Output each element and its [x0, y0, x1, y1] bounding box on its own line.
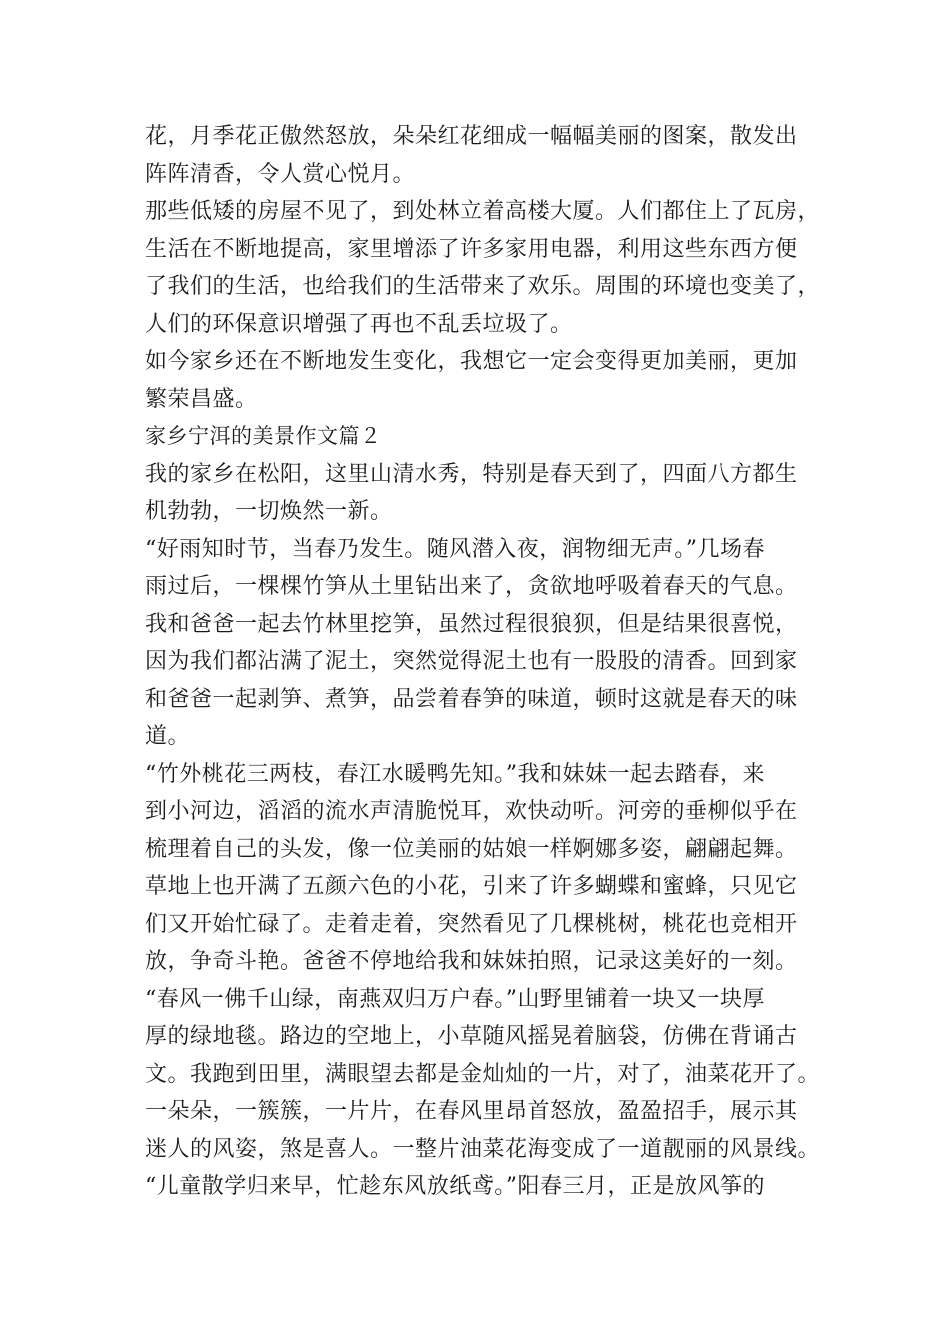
text-line: 我和爸爸一起去竹林里挖笋，虽然过程很狼狈，但是结果很喜悦，: [145, 611, 798, 637]
text-line: 雨过后，一棵棵竹笋从土里钻出来了，贪欲地呼吸着春天的气息。: [145, 574, 798, 599]
text-line: 阵阵清香，令人赏心悦月。: [145, 161, 416, 187]
text-line: 和爸爸一起剥笋、煮笋，品尝着春笋的味道，顿时这就是春天的味: [145, 686, 798, 712]
text-line: “竹外桃花三两枝，春江水暖鸭先知。”我和妹妹一起去踏春，来: [145, 761, 765, 787]
text-line: 花，月季花正傲然怒放，朵朵红花细成一幅幅美丽的图案，散发出: [145, 124, 798, 149]
text-line: 我的家乡在松阳，这里山清水秀，特别是春天到了，四面八方都生: [145, 461, 798, 487]
text-line: 梳理着自己的头发，像一位美丽的姑娘一样婀娜多姿，翩翩起舞。: [145, 836, 798, 862]
text-line: 因为我们都沾满了泥土，突然觉得泥土也有一股股的清香。回到家: [145, 649, 798, 674]
text-line: 道。: [145, 724, 191, 749]
text-line: 生活在不断地提高，家里增添了许多家用电器，利用这些东西方便: [145, 236, 798, 262]
section-heading: 家乡宁洱的美景作文篇２: [145, 424, 382, 448]
text-line: “春风一佛千山绿，南燕双归万户春。”山野里铺着一块又一块厚: [145, 986, 765, 1012]
text-line: 文。我跑到田里，满眼望去都是金灿灿的一片，对了，油菜花开了。: [145, 1061, 821, 1087]
text-line: “好雨知时节，当春乃发生。随风潜入夜，润物细无声。”几场春: [145, 536, 765, 562]
text-line: 一朵朵，一簇簇，一片片，在春风里昂首怒放，盈盈招手，展示其: [145, 1099, 798, 1124]
text-line: 那些低矮的房屋不见了，到处林立着高楼大厦。人们都住上了瓦房，: [145, 199, 821, 224]
text-line: 人们的环保意识增强了再也不乱丢垃圾了。: [145, 311, 573, 337]
text-line: 了我们的生活，也给我们的生活带来了欢乐。周围的环境也变美了，: [145, 274, 821, 299]
text-line: 放，争奇斗艳。爸爸不停地给我和妹妹拍照，记录这美好的一刻。: [145, 949, 798, 974]
text-line: “儿童散学归来早，忙趁东风放纸鸢。”阳春三月，正是放风筝的: [145, 1174, 765, 1199]
text-line: 繁荣昌盛。: [145, 386, 258, 412]
text-line: 如今家乡还在不断地发生变化，我想它一定会变得更加美丽，更加: [145, 349, 798, 374]
text-line: 机勃勃，一切焕然一新。: [145, 499, 393, 524]
document-body: [145, 118, 835, 1206]
text-line: 厚的绿地毯。路边的空地上，小草随风摇晃着脑袋，仿佛在背诵古: [145, 1024, 798, 1049]
text-line: 迷人的风姿，煞是喜人。一整片油菜花海变成了一道靓丽的风景线。: [145, 1136, 821, 1162]
text-line: 到小河边，滔滔的流水声清脆悦耳，欢快动听。河旁的垂柳似乎在: [145, 799, 798, 824]
text-line: 草地上也开满了五颜六色的小花，引来了许多蝴蝶和蜜蜂，只见它: [145, 874, 798, 899]
text-line: 们又开始忙碌了。走着走着，突然看见了几棵桃树，桃花也竞相开: [145, 911, 798, 937]
